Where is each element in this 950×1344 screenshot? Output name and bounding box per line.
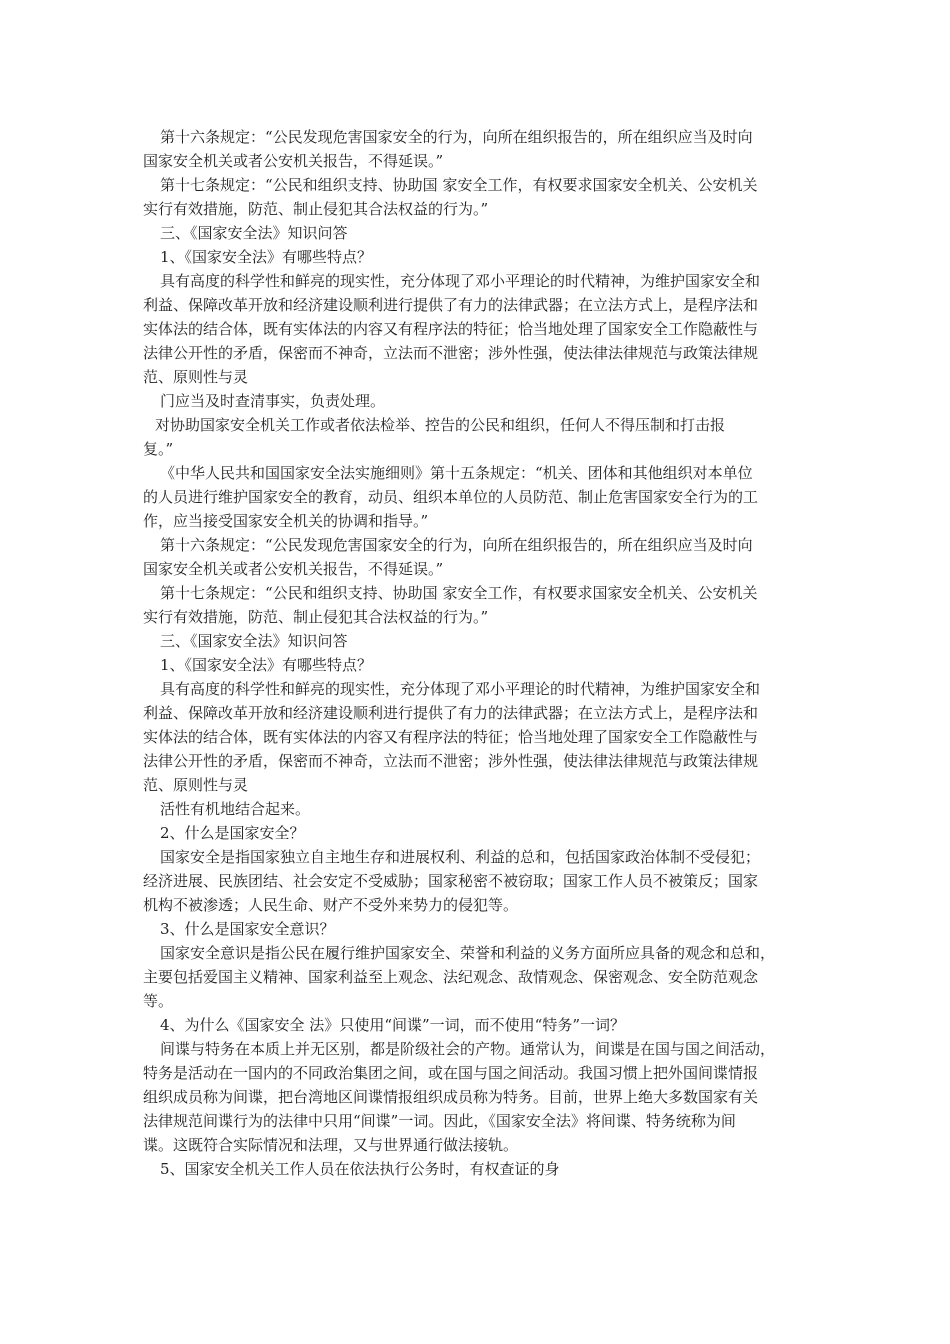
text-line: 1、《国家安全法》有哪些特点？ [160,248,373,266]
text-line: 组织成员称为间谍，把台湾地区间谍情报组织成员称为特务。目前，世界上绝大多数国家有关 [143,1088,759,1106]
text-line: 4、为什么《国家安全 法》只使用“间谍”一词，而不使用“特务”一词？ [160,1016,625,1034]
text-line: 具有高度的科学性和鲜亮的现实性，充分体现了邓小平理论的时代精神，为维护国家安全和 [160,680,761,698]
text-line: 实行有效措施，防范、制止侵犯其合法权益的行为。” [143,608,489,626]
text-line: 等。 [143,992,174,1010]
text-line: 机构不被渗透；人民生命、财产不受外来势力的侵犯等。 [143,896,519,914]
text-line: 国家安全是指国家独立自主地生存和进展权利、利益的总和，包括国家政治体制不受侵犯； [160,848,761,866]
document-body [143,125,811,1181]
text-line: 5、国家安全机关工作人员在依法执行公务时，有权查证的身 [160,1160,560,1178]
text-line: 利益、保障改革开放和经济建设顺利进行提供了有力的法律武器；在立法方式上，是程序法和 [143,296,759,314]
text-line: 特务是活动在一国内的不同政治集团之间，或在国与国之间活动。我国习惯上把外国间谍情报 [143,1064,759,1082]
text-line: 谍。这既符合实际情况和法理，又与世界通行做法接轨。 [143,1136,519,1154]
text-line: 主要包括爱国主义精神、国家利益至上观念、法纪观念、敌情观念、保密观念、安全防范观念 [143,968,759,986]
text-line: 实体法的结合体，既有实体法的内容又有程序法的特征；恰当地处理了国家安全工作隐蔽性与 [143,320,759,338]
text-line: 作，应当接受国家安全机关的协调和指导。” [143,512,429,530]
text-line: 国家安全机关或者公安机关报告，不得延误。” [143,152,444,170]
text-line: 《中华人民共和国国家安全法实施细则》第十五条规定：“机关、团体和其他组织对本单位 [160,464,753,482]
text-line: 3、什么是国家安全意识？ [160,920,335,938]
text-line: 复。” [143,440,174,458]
text-line: 三、《国家安全法》知识问答 [160,224,348,242]
text-line: 法律公开性的矛盾，保密而不神奇，立法而不泄密；涉外性强，使法律法律规范与政策法律规 [143,752,759,770]
text-line: 范、原则性与灵 [143,776,249,794]
text-line: 第十七条规定：“公民和组织支持、协助国 家安全工作，有权要求国家安全机关、公安机关 [160,176,758,194]
text-line: 2、什么是国家安全？ [160,824,305,842]
text-line: 间谍与特务在本质上并无区别，都是阶级社会的产物。通常认为，间谍是在国与国之间活动， [160,1040,776,1058]
text-line: 法律公开性的矛盾，保密而不神奇，立法而不泄密；涉外性强，使法律法律规范与政策法律规 [143,344,759,362]
text-line: 具有高度的科学性和鲜亮的现实性，充分体现了邓小平理论的时代精神，为维护国家安全和 [160,272,761,290]
text-line: 第十六条规定：“公民发现危害国家安全的行为，向所在组织报告的，所在组织应当及时向 [160,536,753,554]
text-line: 三、《国家安全法》知识问答 [160,632,348,650]
text-line: 利益、保障改革开放和经济建设顺利进行提供了有力的法律武器；在立法方式上，是程序法和 [143,704,759,722]
text-line: 第十七条规定：“公民和组织支持、协助国 家安全工作，有权要求国家安全机关、公安机关 [160,584,758,602]
text-line: 第十六条规定：“公民发现危害国家安全的行为，向所在组织报告的，所在组织应当及时向 [160,128,753,146]
text-line: 实行有效措施，防范、制止侵犯其合法权益的行为。” [143,200,489,218]
text-line: 的人员进行维护国家安全的教育，动员、组织本单位的人员防范、制止危害国家安全行为的工 [143,488,759,506]
text-line: 活性有机地结合起来。 [160,800,311,818]
text-line: 门应当及时查清事实，负责处理。 [160,392,386,410]
text-line: 经济进展、民族团结、社会安定不受威胁；国家秘密不被窃取；国家工作人员不被策反；国家 [143,872,759,890]
text-line: 国家安全意识是指公民在履行维护国家安全、荣誉和利益的义务方面所应具备的观念和总和， [160,944,776,962]
text-line: 实体法的结合体，既有实体法的内容又有程序法的特征；恰当地处理了国家安全工作隐蔽性与 [143,728,759,746]
text-line: 国家安全机关或者公安机关报告，不得延误。” [143,560,444,578]
text-line: 法律规范间谍行为的法律中只用“间谍”一词。因此，《国家安全法》将间谍、特务统称为间 [143,1112,736,1130]
text-line: 范、原则性与灵 [143,368,249,386]
text-line: 对协助国家安全机关工作或者依法检举、控告的公民和组织，任何人不得压制和打击报 [155,416,726,434]
text-line: 1、《国家安全法》有哪些特点？ [160,656,373,674]
